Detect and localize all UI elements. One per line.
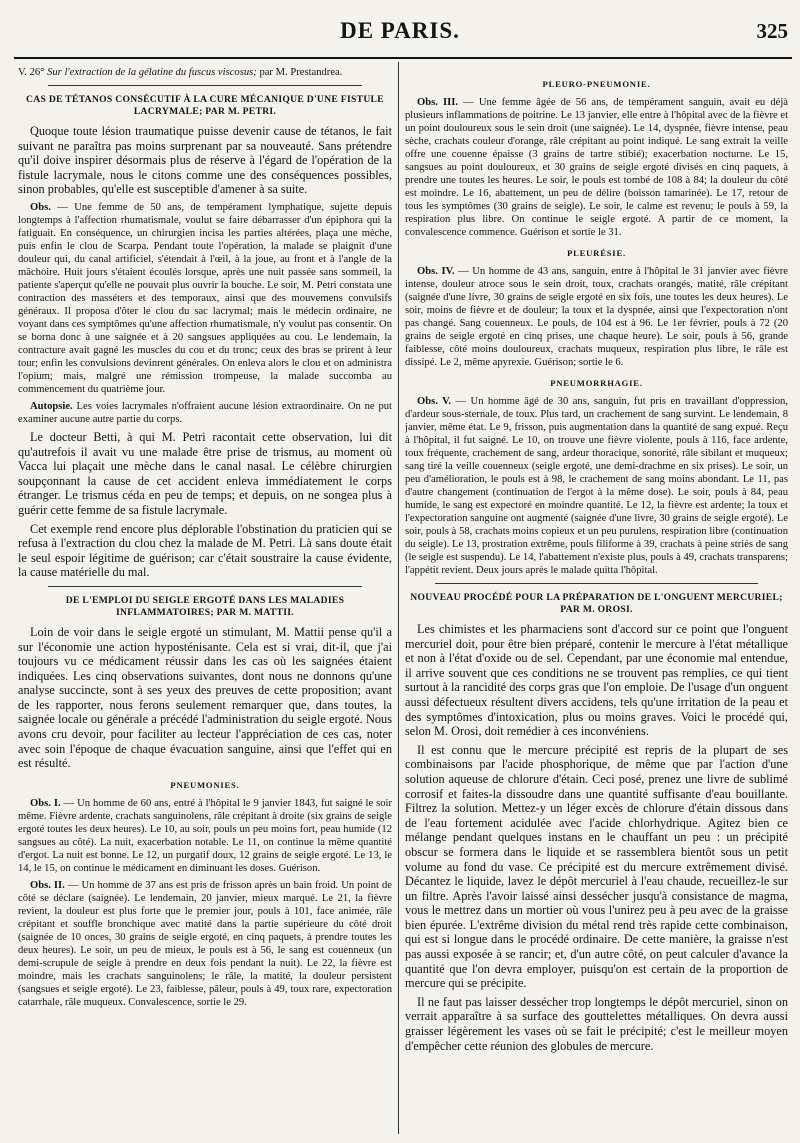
intro-author: par M. Prestandrea. [259,67,343,78]
obs-label: Obs. II. [30,879,65,891]
tetanus-intro-paragraph: Quoque toute lésion traumatique puisse devenir cause de tétanos, le fait suivant ne paraîtra pas moins surprenant par sa nouveauté. Sans prétendre qu'il doive inspirer désormais plus de réserve à l'égard de l'opération de la fistule lacrymale, nous le citons comme une des conséquences possibles, sinon probables, qu'elle est susceptible d'amener à sa suite. [18,124,392,197]
intro-paragraph [18,66,392,79]
betti-paragraph: Le docteur Betti, à qui M. Petri racontait cette observation, lui dit qu'autrefois il avait vu une malade être prise de trismus, au moment où Vacca lui plaçait une mèche dans le canal nasal. Le célèbre chirurgien soupçonnant la cause de cet accident enleva immédiatement le corps étranger. Le trismus céda en peu de temps; et depuis, on ne songea plus à guérir cette femme de sa fistule lacrymale. [18,429,392,517]
running-title: DE PARIS. [340,18,460,43]
obs-text: — Une femme de 50 ans, de tempérament lymphatique, sujette depuis longtemps à l'affection rhumatismale, voulut se faire débarrasser d'un épiphora qui la fatiguait. En conséquence, un chirurgien incisa les parties altérées, plaça une mèche, puis enfin le clou de Scarpa. Pendant toute l'opération, la malade se plaignit d'une douleur qui, du canal artificiel, s'étendait à l'œil, à la joue, au front et à l'angle de la mâchoire. Huit jours s'étaient écoulés lorsque, après une nuit passée sans sommeil, la patiente s'aperçut qu'elle ne pouvait plus ouvrir la bouche. Le soir, M. Petri constata une contraction des masséters et des temporaux, ainsi que des mouvemens convulsifs généraux. Il proposa d'ôter le clou du sac lacrymal; mais le médecin ordinaire, ne voyant dans ces symptômes qu'une affection rhumatismale, n'y voulut pas consentir. On se borna donc à une saignée et à 20 sangsues appliquées au cou. Le lendemain, la contracture avait gagné les muscles du cou et du tronc; ceux des bras se prirent à leur tour; enfin les convulsions devinrent générales. On enleva alors le clou et on administra l'opium; mais, malgré une rémission trompeuse, la malade succomba au commencement du quatrième jour. [18,201,392,395]
observation-1 [18,797,392,875]
obs-label: Obs. III. [417,97,459,108]
obs-text: — Une femme âgée de 56 ans, de tempérament sanguin, avait eu déjà plusieurs inflammations de poitrine. Le 13 janvier, elle entre à l'hôpital avec de la fièvre et un point douloureux sous le sein droit (une saignée). Le 14, dyspnée, fièvre intense, peau sèche, crachats couleur d'orange, râle crépitant au point indiqué. Le sang extrait la veille offre une couenne épaisse (3 grains de tartre stibié); exacerbation nocturne. Le 15, sangsues au point douloureux, et 30 grains de seigle ergoté divisés en cinq paquets, à prendre une toutes les heures. Le soir, le pouls est tombé de 108 à 84; la douleur du côté est moindre. Le 16, abattement, un peu de délire (boisson tamarinée). Le 17, retour de tous les symptômes (30 grains de seigle). Le soir, le calme est revenu; le pouls à 59, la respiration plus libre. On continue le seigle ergoté. A partir de ce moment, la convalescence commence. Guérison et sortie le 31. [405,97,788,238]
ergot-article-title: DE L'EMPLOI DU SEIGLE ERGOTÉ DANS LES MALADIES INFLAMMATOIRES; PAR M. MATTII. [65,594,345,618]
right-column [405,66,788,1136]
subsection-heading-pleuro-pneumonie: PLEURO-PNEUMONIE. [542,79,651,89]
section-rule [48,85,362,86]
ergot-intro-paragraph: Loin de voir dans le seigle ergoté un stimulant, M. Mattii pense qu'il a sur l'économie une action hyposténisante. Cela est si vrai, dit-il, que j'ai toujours vu ce médicament réussir dans les cas où les saignées étaient indiquées. Les cinq observations suivantes, dont nous ne donnons qu'une analyse succincte, sont à ses yeux des preuves de cette proposition; avant de les rapporter, nous ferons seulement remarquer que, dans toutes, la saignée locale ou générale a précédé l'administration du seigle ergoté. Nous avons cru devoir, pour faciliter au lecteur l'appréciation de ces cas, noter avec soin l'époque de chaque évacuation sanguine, ainsi que l'effet qui en est résulté. [18,624,392,771]
obs-text: — Un homme de 43 ans, sanguin, entre à l'hôpital le 31 janvier avec fièvre intense, douleur atroce sous le sein droit, toux, crachats orangés, matité, râle crépitant (saignée d'une livre, 30 grains de seigle ergoté en six fois, une toutes les deux heures). Le soir, moins de fièvre et de douleur; la toux et la dyspnée, ainsi que l'expectoration n'ont pas changé. Sang couenneux. Le pouls, de 104 est à 96. Le 1er février, pouls à 72 (20 grains de seigle ergoté en cinq prises, une chaque heure). Le soir, pouls à 56, grande faiblesse, côté moins douloureux, crachats muqueux, respiration plus libre, le râle est dissipé. Le 2, même apyrexie. Guérison; sortie le 6. [405,266,788,368]
section-rule [48,586,362,587]
observation-2 [18,879,392,1009]
autopsy-text: Les voies lacrymales n'offraient aucune lésion extraordinaire. On ne put examiner aucune autre partie du corps. [18,400,392,425]
subsection-heading-pneumonies: PNEUMONIES. [170,779,240,790]
obs-label: Obs. V. [417,396,452,407]
obs-text: — Un homme de 60 ans, entré à l'hôpital le 9 janvier 1843, fut saigné le soir même. Fièvre ardente, crachats sanguinolens, râle crépitant à droite (six grains de seigle ergoté toutes les deux heures). Le 10, au soir, pouls un peu moins fort, peau humide (12 sangsues au côté). La nuit, exacerbation notable. Le 11, on continue la même quantité d'ergot. La nuit est bonne. Le 12, un purgatif doux, 12 grains de seigle ergoté. Le 13, le 14, le 15, on continue le médicament en diminuant les doses. Guérison. [18,797,392,874]
tetanus-article-title: CAS DE TÉTANOS CONSÉCUTIF À LA CURE MÉCANIQUE D'UNE FISTULE LACRYMALE; PAR M. PETRI. [26,94,384,117]
intro-number: V. 26° [18,67,45,78]
tetanus-observation [18,201,392,396]
obs-label: Obs. IV. [417,266,455,277]
observation-4 [405,265,788,369]
observation-5 [405,395,788,577]
subsection-heading-pleuresie: PLEURÉSIE. [567,248,626,258]
ointment-article-title: NOUVEAU PROCÉDÉ POUR LA PRÉPARATION DE L'ONGUENT MERCURIEL; PAR M. OROSI. [410,592,783,615]
column-divider [398,62,399,1134]
page-header [0,0,800,60]
ointment-paragraph-1: Les chimistes et les pharmaciens sont d'accord sur ce point que l'onguent mercuriel doit, pour être bien préparé, contenir le mercure à l'état métallique et non à l'état d'oxide ou de sel. Cependant, par une économie mal entendue, il arrive souvent que ces conditions ne se trouvent pas remplies, ce qui tient surtout à la rancidité des corps gras que l'on emploie. De l'usage d'un onguent aussi défectueux résultent divers accidens, tels qu'une irritation de la peau et des symptômes d'intoxication, plus ou moins graves. Voici le procédé qui, selon M. Orosi, doit remédier à ces inconvéniens. [405,622,788,739]
autopsy-paragraph [18,400,392,426]
subsection-heading-pneumorrhagie: PNEUMORRHAGIE. [550,378,643,388]
obs-label: Obs. I. [30,797,61,809]
header-rule [14,57,792,59]
page-number: 325 [756,19,788,43]
ointment-paragraph-2: Il est connu que le mercure précipité est repris de la plupart de ses combinaisons par l'acide phosphorique, de même que par l'action d'une solution aqueuse de chlorure d'étain. Ceci posé, prenez une livre de sublimé corrosif et faites-la dissoudre dans une quantité suffisante d'eau bouillante. Filtrez la solution. Mettez-y un léger excès de chlorure d'étain dissous dans de l'eau fortement acidulée avec l'acide chlorhydrique. Agitez bien ce mélange pendant quelques instans en le chauffant un peu : un précipité obscur se formera dans le liquide et se rassemblera bientôt sous un petit volume au fond du vase. Ce précipité est du mercure extrêmement divisé. Décantez le liquide, lavez le dépôt mercuriel à l'eau chaude, recueillez-le sur un filtre. Après l'avoir laissé ainsi dessécher jusqu'à consistance de magma, vous le mettrez dans un mortier où vous l'unirez peu à peu avec de la graisse bien épurée. L'extrême division du métal rend très rapide cette combinaison, qui est si longue dans le procédé ordinaire. De cette manière, la graisse n'est pas aussi exposée à se rancir; et, d'un autre côté, on peut calculer d'avance la quantité que l'on devra employer, puisqu'on est certain de la proportion de mercure qui se précipite. [405,742,788,991]
obs-text: — Un homme de 37 ans est pris de frisson après un bain froid. Un point de côté se déclare (saignée). Le lendemain, 20 janvier, mieux marqué. Le 21, la fièvre revient, la douleur est plus forte que le premier jour, pouls à 101, face animée, râle crépitant et souffle bronchique avec matité dans la partie supérieure du côté droit (saignée de 10 onces, 30 grains de seigle ergoté, en cinq paquets, à prendre toutes les deux heures). Le soir, un peu de mieux, le pouls est à 56, le sang est couenneux (un demi-scrupule de seigle à prendre en deux fois pendant la nuit). Le 22, la fièvre est moindre, mais les crachats sanguinolens; le râle, la matité, la douleur persistent (sangsues et seigle ergoté). Le 23, faiblesse, pâleur, pouls à 49, toux rare, expectoration catarrhale, râle muqueux. Convalescence, sortie le 29. [18,879,392,1008]
obs-label: Obs. [30,201,51,213]
conclusion-paragraph: Cet exemple rend encore plus déplorable l'obstination du praticien qui se refusa à l'extraction du clou chez la malade de M. Petri. Là sans doute était le seul espoir légitime de guérison; car c'était soustraire la cause évidente, la cause matérielle du mal. [18,521,392,580]
intro-title: Sur l'extraction de la gélatine du fuscus viscosus; [47,67,257,78]
ointment-paragraph-3: Il ne faut pas laisser dessécher trop longtemps le dépôt mercuriel, sinon on verrait apparaître à sa surface des gouttelettes métalliques. On devra aussi graisser légèrement les vases où se fait le précipité; c'est le meilleur moyen d'empêcher cette réunion des globules de mercure. [405,994,788,1053]
autopsy-label: Autopsie. [30,400,73,412]
section-rule [435,583,758,584]
left-column [18,66,392,1136]
obs-text: — Un homme âgé de 30 ans, sanguin, fut pris en travaillant d'oppression, d'ardeur sous-sternale, de toux. Plus tard, un crachement de sang survint. Le lendemain, 8 janvier, même état. Le 9, frisson, puis augmentation dans la quantité de sang expué. Reçu à l'hôpital, il fut saigné. Le 10, on trouve une fièvre violente, pouls à 116, face ardente, toux fréquente, crachement de sang, ardeur thoracique, sonorité, râle sibilant et muqueux; sang tiré la veille couenneux (seigle ergoté, une demi-drachme en six prises). Le soir, un peu d'amélioration, le pouls est à 98, le crachement de sang moins abondant. Le 11, pas d'autre changement (continuation de l'ergot à la même dose). Le soir, pouls à 84, peau humide, le sang est expectoré en moindre quantité. Le 12, la fièvre est ardente; la toux et l'expectoration sanguine ont augmenté (saignée d'une livre, 30 grains de seigle ergoté). Le soir, pouls à 58, crachats moins copieux et un peu purulens, respiration libre (continuation du seigle). Le 13, prostration extrême, pouls filiforme à 39, crachats à peine striés de sang (le seigle est suspendu). Le 14, l'abattement n'existe plus, pouls à 49, crachats transparens; l'appétit revient. Deux jours après le malade quitta l'hôpital. [405,396,788,576]
observation-3 [405,96,788,239]
